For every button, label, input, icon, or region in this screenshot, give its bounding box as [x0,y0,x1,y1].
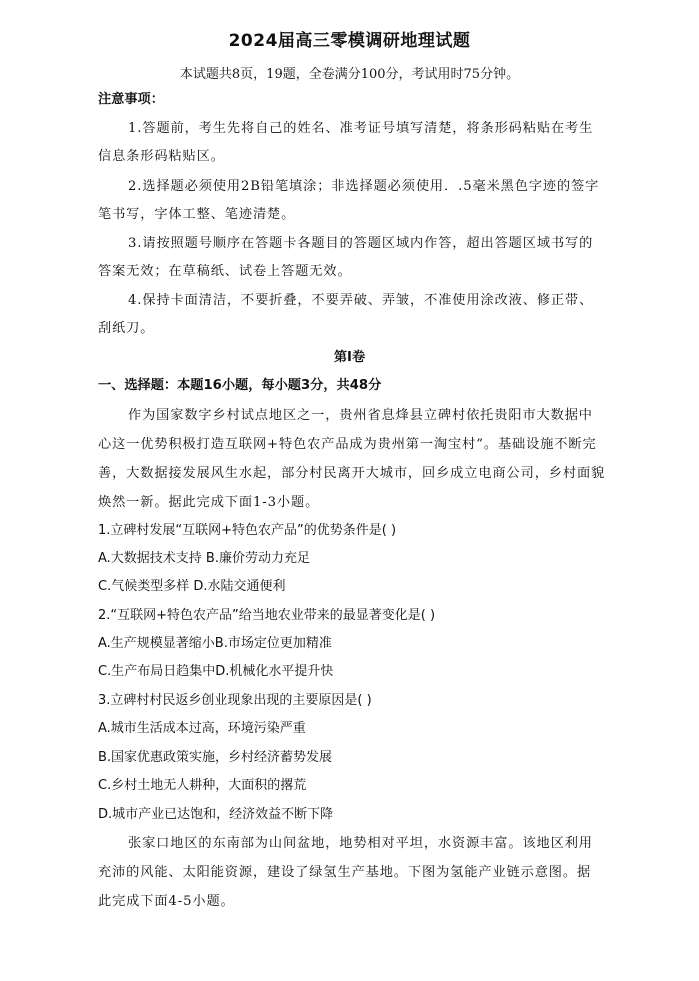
exam-title: 2024届高三零模调研地理试题 [228,31,471,51]
question-option: A.大数据技术支持 B.廉价劳动力充足 [98,551,310,566]
passage-line: 作为国家数字乡村试点地区之一，贵州省息烽县立碑村依托贵阳市大数据中 [128,408,593,423]
question-option: C.气候类型多样 D.水陆交通便利 [98,579,286,594]
passage-line: 焕然一新。据此完成下面1-3小题。 [98,495,320,510]
question-stem: 3.立碑村村民返乡创业现象出现的主要原因是( ) [98,693,372,708]
notice-line: 4.保持卡面清洁，不要折叠，不要弄破、弄皱，不准使用涂改液、修正带、 [128,293,594,308]
passage-line: 善，大数据接发展风生水起，部分村民离开大城市，回乡成立电商公司，乡村面貌 [98,466,606,481]
exam-subtitle: 本试题共8页，19题，全卷满分100分，考试用时75分钟。 [179,67,520,82]
question-option: C.生产布局日趋集中D.机械化水平提升快 [98,664,334,679]
question-option: A.生产规模显著缩小B.市场定位更加精准 [98,636,332,651]
passage-line: 心这一优势积极打造互联网+特色农产品成为贵州第一淘宝村”。基础设施不断完 [98,437,597,452]
notice-heading: 注意事项： [98,92,164,107]
notice-line: 1.答题前，考生先将自己的姓名、准考证号填写清楚，将条形码粘贴在考生 [128,121,594,136]
section-heading: 一、选择题：本题16小题，每小题3分，共48分 [98,378,382,393]
question-stem: 2.“互联网+特色农产品”给当地农业带来的最显著变化是( ) [98,608,436,623]
notice-line: 答案无效；在草稿纸、试卷上答题无效。 [98,264,352,279]
passage-line: 张家口地区的东南部为山间盆地，地势相对平坦，水资源丰富。该地区利用 [128,836,593,851]
passage-line: 此完成下面4-5小题。 [98,894,235,909]
question-option: A.城市生活成本过高，环境污染严重 [98,721,306,736]
volume-heading: 第I卷 [333,350,366,365]
notice-line: 3.请按照题号顺序在答题卡各题目的答题区域内作答，超出答题区域书写的 [128,236,594,251]
notice-line: 刮纸刀。 [98,321,155,336]
question-option: D.城市产业已达饱和，经济效益不断下降 [98,807,334,822]
notice-line: 2.选择题必须使用2B铅笔填涂；非选择题必须使用．.5毫米黑色字迹的签字 [128,179,600,194]
notice-line: 笔书写，字体工整、笔迹清楚。 [98,207,296,222]
notice-line: 信息条形码粘贴区。 [98,149,225,164]
passage-line: 充沛的风能、太阳能资源，建设了绿氢生产基地。下图为氢能产业链示意图。据 [98,865,592,880]
question-option: B.国家优惠政策实施，乡村经济蓄势发展 [98,750,333,765]
question-stem: 1.立碑村发展“互联网+特色农产品”的优势条件是( ) [98,523,397,538]
question-option: C.乡村土地无人耕种，大面积的撂荒 [98,778,307,793]
